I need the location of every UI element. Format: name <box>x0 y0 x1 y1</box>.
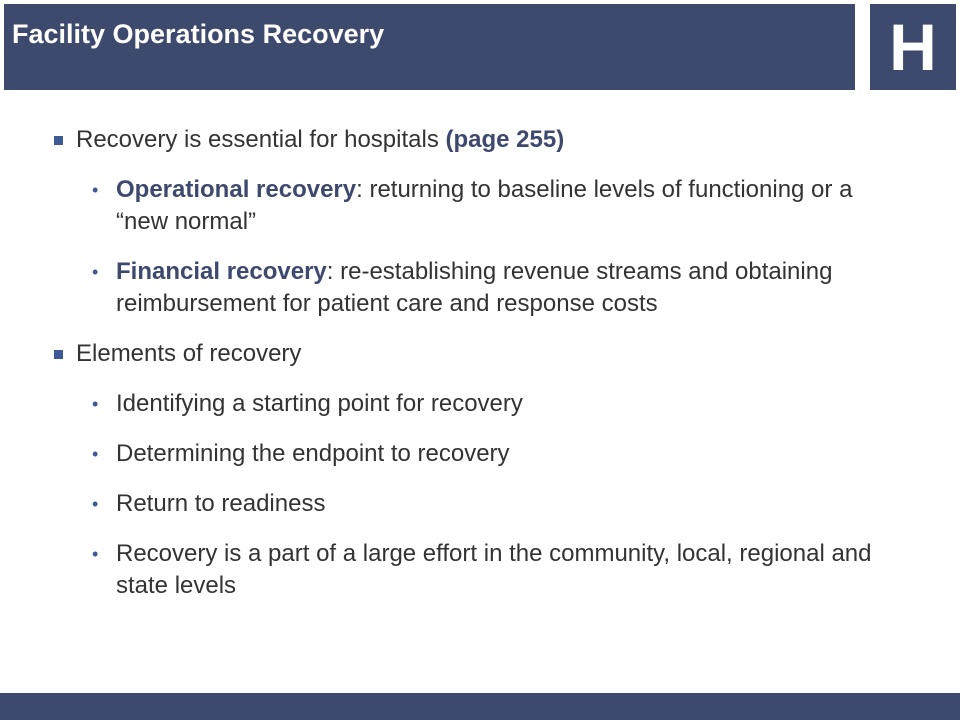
dot-bullet-icon: • <box>92 544 99 564</box>
page-reference: (page 255) <box>445 126 565 153</box>
term-label: Financial recovery <box>116 258 327 285</box>
bullet-text: Recovery is essential for hospitals <box>76 126 446 153</box>
slide-title: Facility Operations Recovery <box>12 19 385 49</box>
title-bar <box>4 4 855 90</box>
sub-bullet-text: Identifying a starting point for recovery <box>116 390 523 417</box>
slide-content <box>48 124 908 620</box>
sub-bullet-endpoint <box>92 438 908 470</box>
dot-bullet-icon: • <box>92 494 99 514</box>
sub-bullet-community-effort <box>92 538 908 602</box>
bullet-recovery-essential <box>48 124 908 156</box>
bullet-elements-of-recovery <box>48 338 908 370</box>
dot-bullet-icon: • <box>92 180 99 200</box>
term-definition: : re-establishing revenue streams and obtaining reimbursement for patient care and response costs <box>116 258 833 317</box>
hospital-logo <box>870 4 956 90</box>
footer-bar <box>0 693 960 720</box>
sub-bullet-text: Return to readiness <box>116 490 326 517</box>
sub-bullet-text: Determining the endpoint to recovery <box>116 440 510 467</box>
dot-bullet-icon: • <box>92 262 99 282</box>
sub-bullet-operational-recovery <box>92 174 908 238</box>
square-bullet-icon <box>54 136 63 145</box>
bullet-text: Elements of recovery <box>76 340 302 367</box>
term-label: Operational recovery <box>116 176 357 203</box>
dot-bullet-icon: • <box>92 394 99 414</box>
sub-bullet-return-to-readiness <box>92 488 908 520</box>
term-definition: : returning to baseline levels of functioning or a “new normal” <box>116 176 853 235</box>
hospital-h-icon: H <box>889 10 937 84</box>
sub-bullet-starting-point <box>92 388 908 420</box>
sub-bullet-text: Recovery is a part of a large effort in the community, local, regional and state levels <box>116 540 872 599</box>
square-bullet-icon <box>54 350 63 359</box>
dot-bullet-icon: • <box>92 444 99 464</box>
sub-bullet-financial-recovery <box>92 256 908 320</box>
